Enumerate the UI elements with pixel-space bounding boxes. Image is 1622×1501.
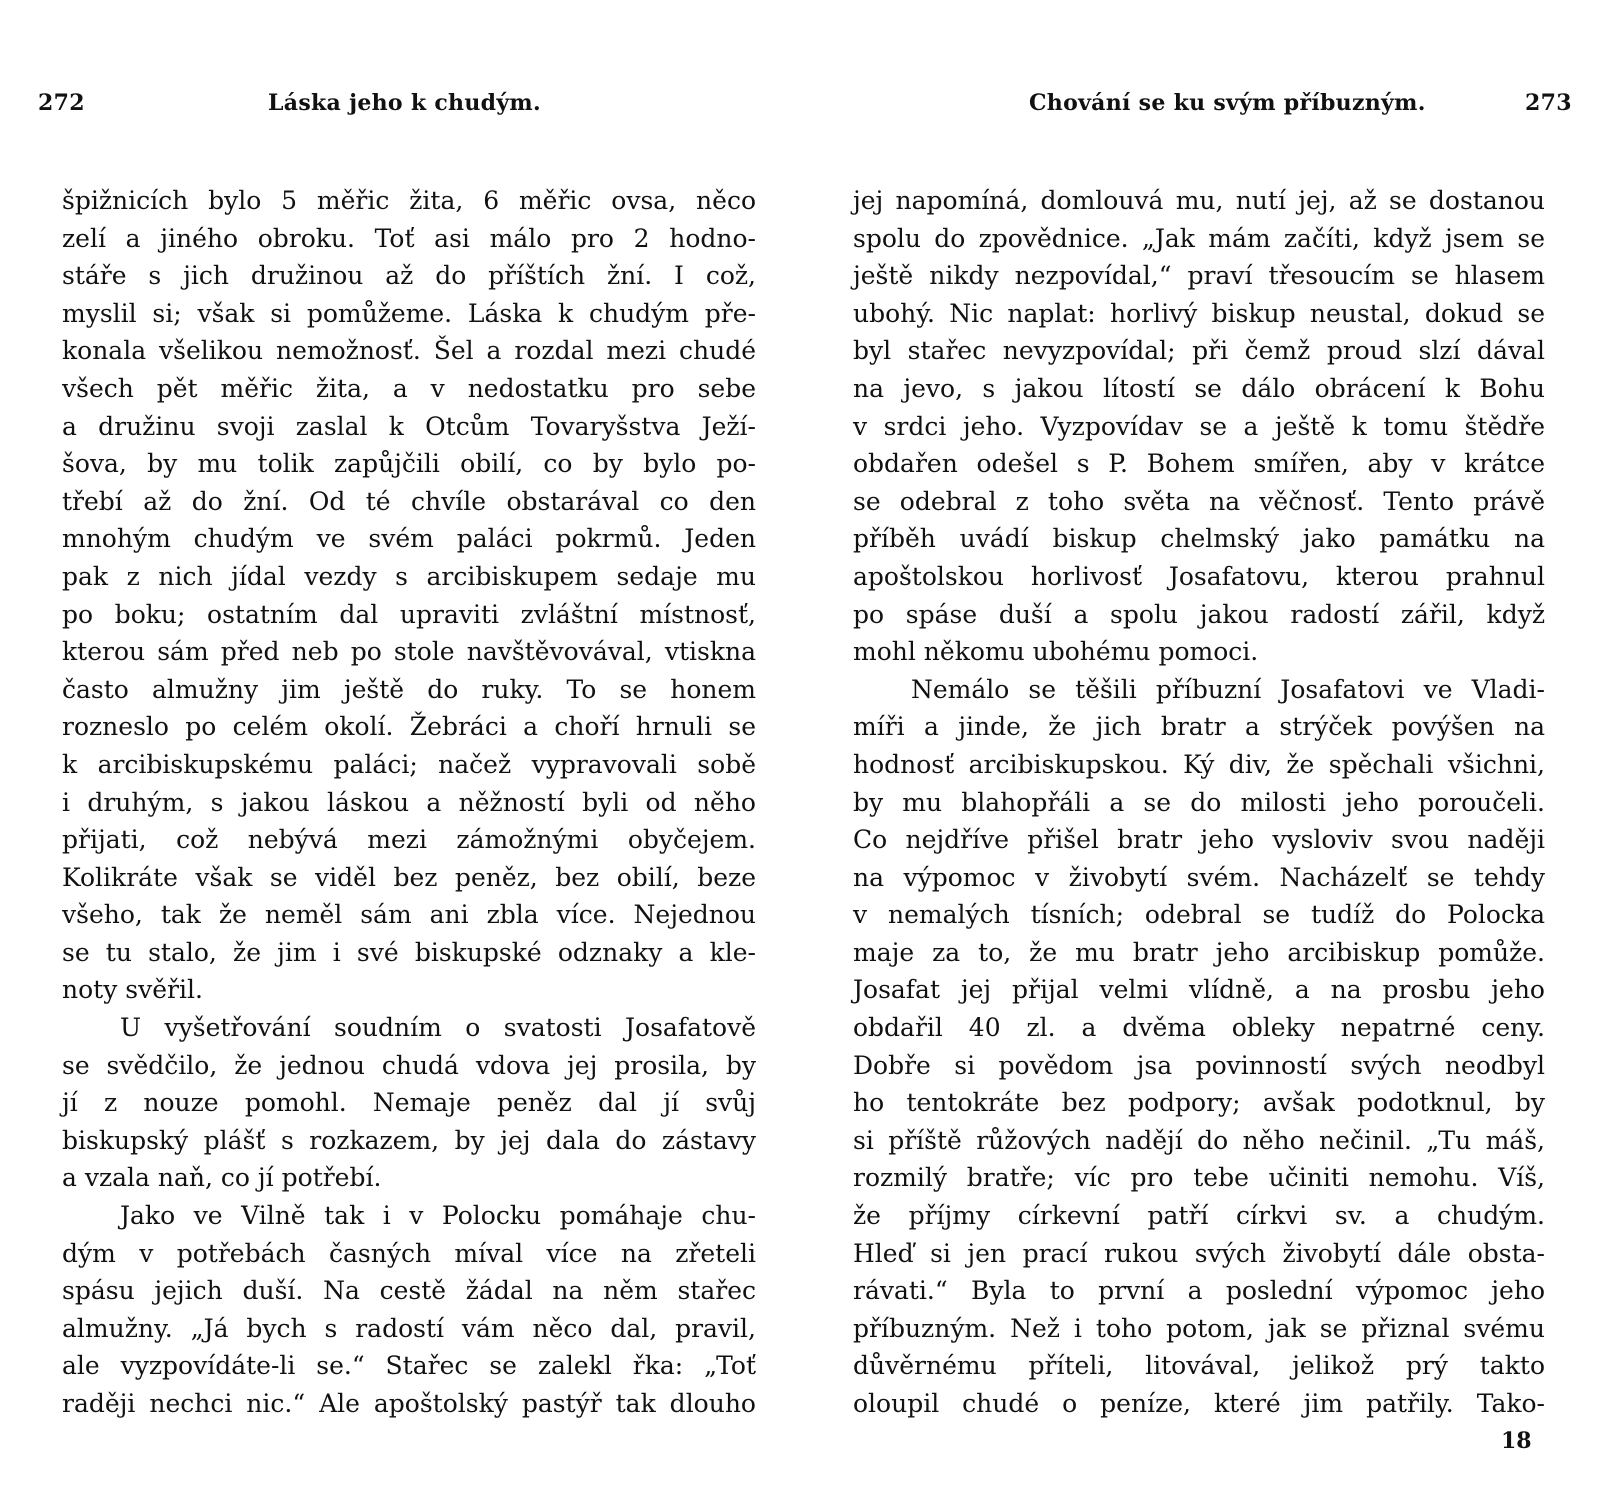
text-line: raději nechci nic.“ Ale apoštolský pastýř tak dlouho — [62, 1389, 756, 1418]
text-line: po boku; ostatním dal upraviti zvláštní místnosť, — [62, 599, 756, 629]
text-line: šova, by mu tolik zapůjčili obilí, co by bylo po- — [62, 449, 756, 479]
text-line: kterou sám před neb po stole navštěvovával, vtiskna — [62, 637, 756, 667]
text-line: Co nejdříve přišel bratr jeho vysloviv svou naději — [853, 825, 1545, 855]
text-line: třebí až do žní. Od té chvíle obstarával co den — [62, 486, 756, 516]
text-line: myslil si; však si pomůžeme. Láska k chudým pře- — [62, 298, 756, 328]
text-line: zelí a jiného obroku. Toť asi málo pro 2 hodno- — [62, 223, 756, 253]
text-line: dým v potřebách časných míval více na zřeteli — [62, 1238, 756, 1268]
text-line: rozmilý bratře; víc pro tebe učiniti nemohu. Víš, — [853, 1163, 1545, 1193]
text-line: mohl někomu ubohému pomoci. — [853, 637, 1259, 667]
text-line: příbuzným. Než i toho potom, jak se přiznal svému — [853, 1313, 1545, 1343]
running-title-right: Chování se ku svým příbuzným. — [1029, 90, 1426, 116]
text-line: v srdci jeho. Vyzpovídav se a ještě k tomu štědře — [853, 411, 1545, 441]
text-line: přijati, což nebývá mezi zámožnými obyčejem. — [62, 825, 756, 855]
text-line: rávati.“ Byla to první a poslední výpomoc jeho — [853, 1276, 1545, 1306]
text-line: apoštolskou horlivosť Josafatovu, kterou prahnul — [853, 561, 1545, 591]
text-line: a vzala naň, co jí potřebí. — [62, 1163, 382, 1193]
text-line: a družinu svoji zaslal k Otcům Tovaryšstva Ježí- — [62, 411, 756, 441]
signature-mark: 18 — [1501, 1428, 1532, 1454]
text-line: se tu stalo, že jim i své biskupské odznaky a kle- — [62, 937, 756, 967]
text-line: spásu jejich duší. Na cestě žádal na něm stařec — [62, 1276, 756, 1306]
running-title-left: Láska jeho k chudým. — [268, 90, 541, 116]
text-line: rozneslo po celém okolí. Žebráci a choří hrnuli se — [62, 712, 756, 742]
text-line: Dobře si povědom jsa povinností svých neodbyl — [853, 1050, 1545, 1080]
text-line: i druhým, s jakou láskou a něžností byli od něho — [62, 787, 756, 817]
text-line: míři a jinde, že jich bratr a strýček povýšen na — [853, 712, 1545, 742]
text-line: špižnicích bylo 5 měřic žita, 6 měřic ovsa, něco — [62, 186, 756, 215]
text-line: biskupský plášť s rozkazem, by jej dala do zástavy — [62, 1125, 756, 1155]
text-line: spolu do zpovědnice. „Jak mám začíti, když jsem se — [853, 223, 1545, 253]
text-line: obdařen odešel s P. Bohem smířen, aby v krátce — [853, 449, 1545, 479]
text-line: příběh uvádí biskup chelmský jako památku na — [853, 524, 1545, 554]
text-line: všeho, tak že neměl sám ani zbla více. Nejednou — [62, 900, 756, 930]
text-line: by mu blahopřáli a se do milosti jeho poroučeli. — [853, 787, 1545, 817]
text-line: maje za to, že mu bratr jeho arcibiskup pomůže. — [853, 937, 1545, 967]
text-line: Hleď si jen prací rukou svých živobytí dále obsta- — [853, 1238, 1545, 1268]
text-line: ubohý. Nic naplat: horlivý biskup neustal, dokud se — [853, 298, 1545, 328]
text-line: Josafat jej přijal velmi vlídně, a na prosbu jeho — [853, 975, 1545, 1005]
text-line: konala všelikou nemožnosť. Šel a rozdal mezi chudé — [62, 336, 756, 366]
page-number-right: 273 — [1525, 90, 1572, 116]
text-line: důvěrnému příteli, litovával, jelikož prý takto — [853, 1351, 1545, 1381]
page-number-left: 272 — [38, 90, 85, 116]
text-line: Nemálo se těšili příbuzní Josafatovi ve Vladi- — [911, 674, 1545, 704]
text-line: často almužny jim ještě do ruky. To se honem — [62, 674, 756, 704]
text-line: si příště růžových nadějí do něho nečinil. „Tu máš, — [853, 1125, 1545, 1155]
text-line: v nemalých tísních; odebral se tudíž do Polocka — [853, 900, 1545, 930]
text-line: že příjmy církevní patří církvi sv. a chudým. — [853, 1201, 1545, 1231]
text-line: k arcibiskupskému paláci; načež vypravovali sobě — [62, 749, 756, 779]
text-line: ještě nikdy nezpovídal,“ praví třesoucím se hlasem — [853, 261, 1545, 291]
body-text-right — [853, 182, 1545, 1423]
text-line: mnohým chudým ve svém paláci pokrmů. Jeden — [62, 524, 756, 554]
text-line: U vyšetřování soudním o svatosti Josafatově — [120, 1013, 756, 1043]
text-line: stáře s jich družinou až do příštích žní. I což, — [62, 261, 756, 291]
text-line: hodnosť arcibiskupskou. Ký div, že spěchali všichni, — [853, 749, 1545, 779]
text-line: ale vyzpovídáte-li se.“ Stařec se zalekl řka: „Toť — [62, 1351, 756, 1381]
body-text-left — [62, 182, 756, 1423]
text-line: Kolikráte však se viděl bez peněz, bez obilí, beze — [62, 862, 756, 892]
text-line: na jevo, s jakou lítostí se dálo obrácení k Bohu — [853, 373, 1545, 403]
text-line: jí z nouze pomohl. Nemaje peněz dal jí svůj — [62, 1088, 756, 1118]
text-line: noty svěřil. — [62, 975, 203, 1005]
text-line: oloupil chudé o peníze, které jim patřily. Tako- — [853, 1389, 1545, 1418]
text-line: se odebral z toho světa na věčnosť. Tento právě — [853, 486, 1545, 516]
text-line: se svědčilo, že jednou chudá vdova jej prosila, by — [62, 1050, 756, 1080]
text-line: Jako ve Vilně tak i v Polocku pomáhaje chu- — [120, 1201, 756, 1231]
text-line: almužny. „Já bych s radostí vám něco dal, pravil, — [62, 1313, 756, 1343]
text-line: obdařil 40 zl. a dvěma obleky nepatrné ceny. — [853, 1013, 1545, 1043]
text-line: jej napomíná, domlouvá mu, nutí jej, až se dostanou — [853, 186, 1545, 215]
text-line: všech pět měřic žita, a v nedostatku pro sebe — [62, 373, 756, 403]
text-line: pak z nich jídal vezdy s arcibiskupem sedaje mu — [62, 561, 756, 591]
text-line: na výpomoc v živobytí svém. Nacházelť se tehdy — [853, 862, 1545, 892]
text-line: byl stařec nevyzpovídal; při čemž proud slzí dával — [853, 336, 1545, 366]
right-page — [811, 0, 1622, 1501]
text-line: po spáse duší a spolu jakou radostí zářil, když — [853, 599, 1545, 629]
text-line: ho tentokráte bez podpory; avšak podotknul, by — [853, 1088, 1545, 1118]
